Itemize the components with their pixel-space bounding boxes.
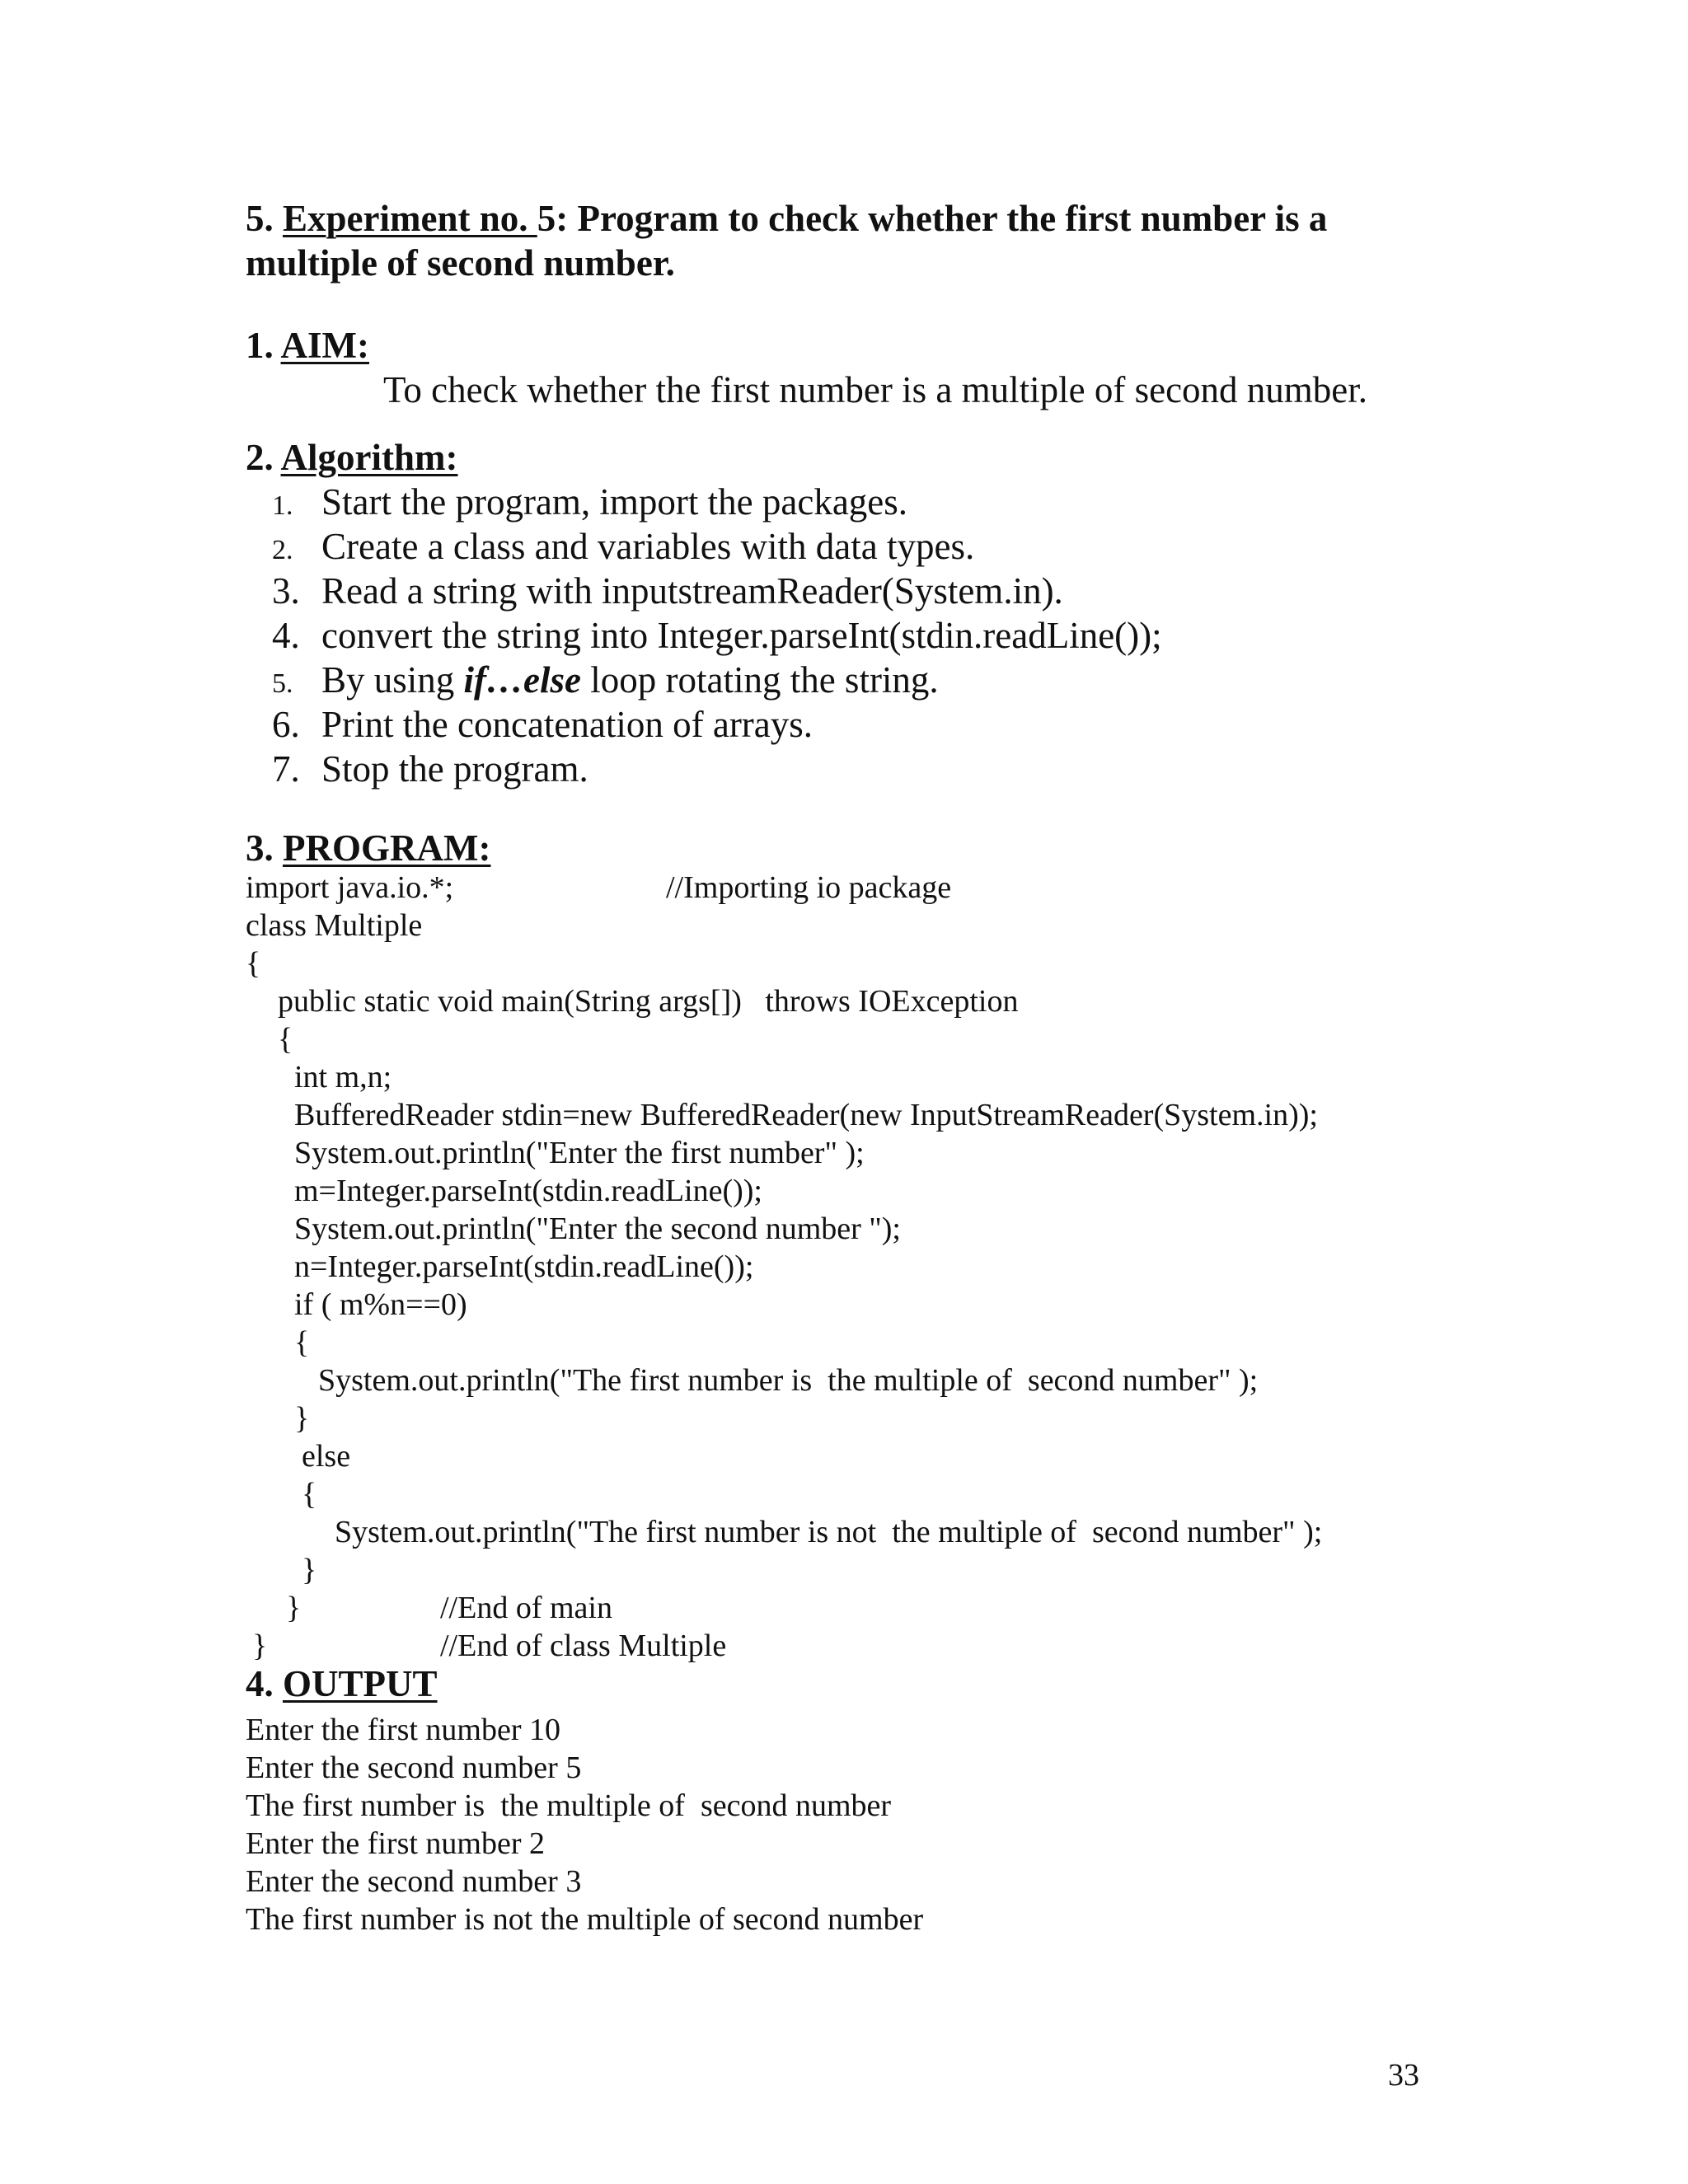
step-text-emphasis: if…else — [463, 659, 581, 701]
code-line: n=Integer.parseInt(stdin.readLine()); — [294, 1249, 754, 1284]
output-line: Enter the second number 3 — [246, 1864, 582, 1899]
step-number: 5. — [272, 668, 293, 699]
step-number: 6. — [272, 704, 300, 745]
code-line: } — [286, 1591, 302, 1625]
code-line: m=Integer.parseInt(stdin.readLine()); — [294, 1174, 762, 1208]
page-title-line2: multiple of second number. — [246, 242, 675, 284]
step-text: Start the program, import the packages. — [321, 481, 908, 523]
step-text: Read a string with inputstreamReader(System.in). — [321, 570, 1063, 612]
code-line: if ( m%n==0) — [294, 1287, 467, 1322]
step-text: convert the string into Integer.parseInt(stdin.readLine()); — [321, 615, 1162, 656]
algorithm-step — [272, 569, 1063, 613]
title-experiment-label: Experiment no. — [283, 198, 537, 239]
output-line: The first number is the multiple of second number — [246, 1788, 892, 1823]
step-number: 1. — [272, 490, 293, 521]
code-line: { — [246, 946, 261, 981]
code-line: BufferedReader stdin=new BufferedReader(new InputStreamReader(System.in)); — [294, 1098, 1318, 1132]
code-line: class Multiple — [246, 908, 423, 943]
algorithm-step — [272, 658, 939, 706]
code-line: int m,n; — [294, 1060, 392, 1094]
output-line: Enter the first number 10 — [246, 1713, 561, 1747]
algorithm-step — [272, 524, 974, 573]
output-label: OUTPUT — [283, 1663, 438, 1704]
code-line: } — [252, 1629, 268, 1663]
code-line: System.out.println("The first number is not the multiple of second number" ); — [335, 1515, 1323, 1549]
step-text-before: By using — [321, 659, 464, 701]
program-number: 3. — [246, 827, 283, 869]
step-number: 3. — [272, 570, 300, 612]
output-heading — [246, 1661, 438, 1706]
step-number: 2. — [272, 535, 293, 565]
aim-heading — [246, 323, 369, 368]
output-line: Enter the second number 5 — [246, 1750, 582, 1785]
code-line: public static void main(String args[]) throws IOException — [278, 984, 1019, 1019]
program-heading — [246, 826, 490, 870]
title-number: 5. — [246, 198, 283, 239]
aim-text: To check whether the first number is a multiple of second number. — [383, 369, 1368, 410]
code-line: else — [302, 1439, 351, 1474]
code-line: { — [278, 1022, 293, 1057]
step-text: Create a class and variables with data types. — [321, 526, 975, 567]
output-line: The first number is not the multiple of second number — [246, 1902, 924, 1937]
code-line: } — [302, 1553, 317, 1587]
step-text: Stop the program. — [321, 748, 588, 790]
code-line: System.out.println("Enter the first number" ); — [294, 1136, 865, 1170]
code-line: } — [294, 1401, 310, 1436]
code-comment: //Importing io package — [666, 870, 952, 905]
algorithm-step — [272, 613, 1162, 658]
code-line: { — [302, 1477, 317, 1511]
code-line: import java.io.*; — [246, 870, 454, 905]
algorithm-step — [272, 480, 907, 528]
algorithm-number: 2. — [246, 437, 281, 478]
code-comment: //End of main — [440, 1591, 612, 1625]
code-line: { — [294, 1325, 310, 1360]
step-text-after: loop rotating the string. — [580, 659, 939, 701]
algorithm-label: Algorithm: — [280, 437, 458, 478]
code-line: System.out.println("The first number is the multiple of second number" ); — [318, 1363, 1259, 1398]
aim-label: AIM: — [280, 325, 369, 366]
output-line: Enter the first number 2 — [246, 1826, 546, 1861]
aim-number: 1. — [246, 325, 281, 366]
algorithm-step — [272, 747, 588, 791]
algorithm-heading — [246, 435, 458, 480]
step-number: 7. — [272, 748, 300, 790]
code-line: System.out.println("Enter the second number "); — [294, 1212, 901, 1246]
step-number: 4. — [272, 615, 300, 656]
program-label: PROGRAM: — [283, 827, 491, 869]
output-number: 4. — [246, 1663, 283, 1704]
step-text: Print the concatenation of arrays. — [321, 704, 814, 745]
code-comment: //End of class Multiple — [440, 1629, 727, 1663]
title-text: 5: Program to check whether the first number is a — [537, 198, 1328, 239]
page-title — [246, 196, 1327, 241]
algorithm-step — [272, 702, 813, 747]
page-number: 33 — [1388, 2058, 1419, 2093]
